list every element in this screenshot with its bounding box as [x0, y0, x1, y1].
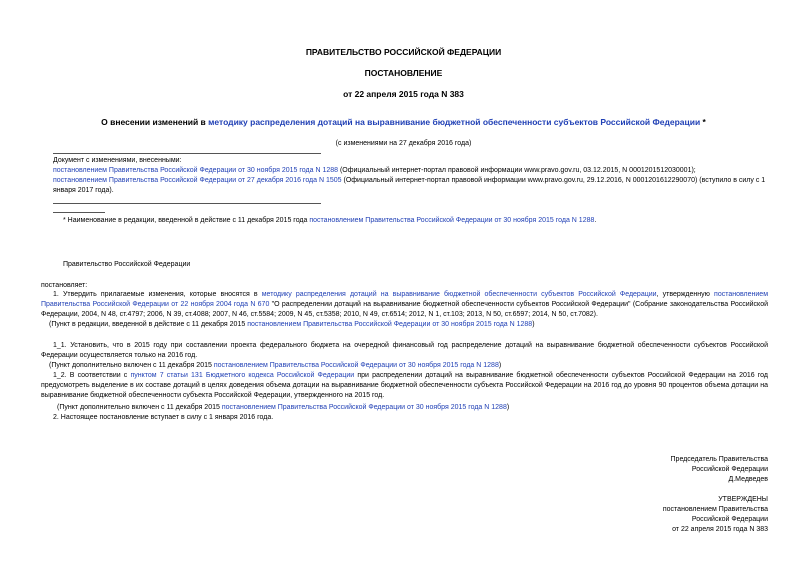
footnote-divider	[53, 212, 105, 213]
signature-name: Д.Медведев	[728, 476, 768, 483]
paragraph-1-note: (Пункт в редакции, введенной в действие с 11 декабря 2015 постановлением Правительства Российской Федерации от 30 ноября 2015 года N 1288)	[49, 321, 535, 328]
divider	[53, 203, 321, 204]
paragraph-1-1-note: (Пункт дополнительно включен с 11 декабря 2015 постановлением Правительства Российской Федерации от 30 ноября 2015 года N 1288)	[49, 362, 502, 369]
amendment-item: постановлением Правительства Российской Федерации от 30 ноября 2015 года N 1288 (Официальный интернет-портал правовой информации www.pravo.gov.ru, 03.12.2015, N 0001201512030001);	[53, 167, 696, 174]
note-link[interactable]: постановлением Правительства Российской Федерации от 30 ноября 2015 года N 1288	[213, 362, 499, 369]
signature-country: Российской Федерации	[691, 466, 768, 473]
footnote-link[interactable]: постановлением Правительства Российской Федерации от 30 ноября 2015 года N 1288	[309, 217, 595, 224]
divider	[53, 153, 321, 154]
approved-block	[518, 495, 768, 535]
paragraph-1-2-note: (Пункт дополнительно включен с 11 декабря 2015 постановлением Правительства Российской Федерации от 30 ноября 2015 года N 1288)	[57, 404, 510, 411]
approved-line: от 22 апреля 2015 года N 383	[672, 526, 768, 533]
amendment-link[interactable]: постановлением Правительства Российской Федерации от 30 ноября 2015 года N 1288	[53, 167, 339, 174]
paragraph-1-1: 1_1. Установить, что в 2015 году при составлении проекта федерального бюджета на очередной финансовый год распределение дотаций на выравнивание бюджетной обеспеченности субъектов Российской Федерации осуществляется только на 2016 год.	[41, 342, 768, 359]
body-government: Правительство Российской Федерации	[63, 261, 191, 268]
approved-line: постановлением Правительства	[662, 506, 768, 513]
methodology-link[interactable]: методику распределения дотаций на выравнивание бюджетной обеспеченности субъектов Российской Федерации	[261, 291, 657, 298]
signature-block	[518, 455, 768, 485]
note-link[interactable]: постановлением Правительства Российской Федерации от 30 ноября 2015 года N 1288	[221, 404, 507, 411]
amendments-heading: Документ с изменениями, внесенными:	[53, 157, 182, 164]
body-decrees: постановляет:	[41, 282, 88, 289]
approved-line: Российской Федерации	[691, 516, 768, 523]
title-methodology-link[interactable]: методику распределения дотаций на выравнивание бюджетной обеспеченности субъектов Российской Федерации	[208, 117, 701, 127]
budget-code-link[interactable]: пунктом 7 статьи 131 Бюджетного кодекса Российской Федерации	[130, 372, 355, 379]
document-title	[0, 117, 807, 127]
footnote: * Наименование в редакции, введенной в действие с 11 декабря 2015 года постановлением Правительства Российской Федерации от 30 ноября 2015 года N 1288.	[63, 217, 597, 224]
approved-heading: УТВЕРЖДЕНЫ	[718, 496, 768, 503]
resolution-670-link[interactable]: постановлением Правительства Российской Федерации от 22 ноября 2004 года N 670	[41, 291, 769, 308]
changes-note: (с изменениями на 27 декабря 2016 года)	[335, 140, 472, 147]
amendments-block	[53, 156, 768, 196]
doc-type-heading: ПОСТАНОВЛЕНИЕ	[364, 68, 443, 78]
date-number-heading: от 22 апреля 2015 года N 383	[343, 89, 464, 99]
paragraph-1-2: 1_2. В соответствии с пунктом 7 статьи 131 Бюджетного кодекса Российской Федерации при распределении дотаций на выравнивание бюджетной обеспеченности субъектов Российской Федерации на 2016 год предусмотреть выделение в их составе дотаций в целях доведения объема дотации на выравнивание бюджетной обеспеченности субъекта Российской Федерации на 2016 год до уровня 90 процентов объема дотации на выравнивание бюджетной обеспеченности субъекта Российской Федерации, утвержденного на 2015 год.	[41, 372, 769, 399]
paragraph-1: 1. Утвердить прилагаемые изменения, которые вносятся в методику распределения дотаций на выравнивание бюджетной обеспеченности субъектов Российской Федерации, утвержденную постановлением Правительства Российской Федерации от 22 ноября 2004 года N 670 "О распределении дотаций на выравнивание бюджетной обеспеченности субъектов Российской Федерации" (Собрание законодательства Российской Федерации, 2004, N 48, ст.4797; 2006, N 39, ст.4088; 2007, N 46, ст.5584; 2009, N 45, ст.5358; 2010, N 49, ст.6514; 2012, N 1, ст.103; 2013, N 50, ст.6597; 2014, N 50, ст.7082).	[41, 291, 769, 318]
government-heading: ПРАВИТЕЛЬСТВО РОССИЙСКОЙ ФЕДЕРАЦИИ	[305, 47, 502, 57]
paragraph-2: 2. Настоящее постановление вступает в силу с 1 января 2016 года.	[53, 414, 274, 421]
amendment-link[interactable]: постановлением Правительства Российской Федерации от 27 декабря 2016 года N 1505	[53, 177, 342, 184]
note-link[interactable]: постановлением Правительства Российской Федерации от 30 ноября 2015 года N 1288	[247, 321, 533, 328]
amendment-item: постановлением Правительства Российской Федерации от 27 декабря 2016 года N 1505 (Официальный интернет-портал правовой информации www.pravo.gov.ru, 29.12.2016, N 0001201612290070) (вступило в силу с 1 января 2017 года).	[53, 177, 766, 194]
title-suffix: *	[700, 117, 706, 127]
title-prefix: О внесении изменений в	[101, 117, 209, 127]
signature-position: Председатель Правительства	[670, 456, 768, 463]
